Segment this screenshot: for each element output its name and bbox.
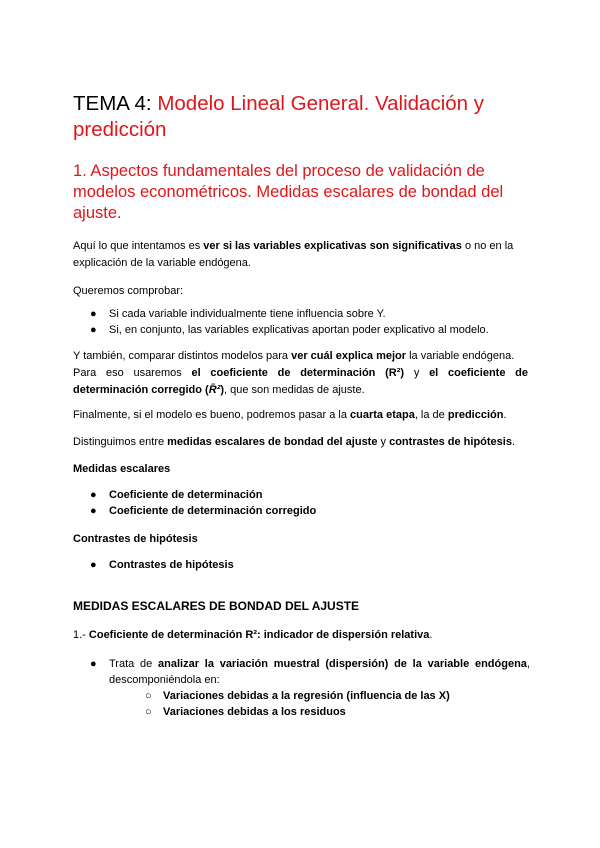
list-item-text: Si cada variable individualmente tiene influencia sobre Y. (109, 308, 386, 320)
queremos-paragraph: Queremos comprobar: (73, 285, 184, 297)
bullet-icon: ● (90, 658, 97, 670)
sub-list-item (145, 704, 530, 720)
text-run: 1.- (73, 629, 89, 641)
text-run-bold: ) (220, 384, 224, 396)
text-run: , la de (414, 409, 448, 421)
text-run-bold: determinación corregido ( (73, 384, 209, 396)
circle-bullet-icon: ○ (145, 706, 152, 718)
text-run: . (429, 629, 433, 641)
contrastes-list (90, 557, 530, 573)
coef-determinacion-paragraph (73, 627, 528, 644)
section-heading-line1: 1. Aspectos fundamentales del proceso de validación de (73, 162, 485, 180)
text-run: la variable endógena. (406, 350, 515, 362)
text-run-bold: predicción (447, 409, 504, 421)
ytambien-line3 (73, 382, 528, 399)
text-run-bold: el coeficiente de determinación (R²) (191, 367, 405, 379)
list-item-text: Contrastes de hipótesis (109, 559, 234, 571)
text-run-bold: cuarta etapa (350, 409, 415, 421)
trata-list (90, 656, 530, 720)
section-heading-line3: ajuste. (73, 204, 122, 222)
text-run: Trata de (109, 658, 159, 670)
text-run: Para eso usaremos (73, 367, 192, 379)
trata-line2: descomponiéndola en: (109, 674, 220, 686)
contrastes-heading: Contrastes de hipótesis (73, 533, 198, 545)
text-run: y (377, 436, 390, 448)
list-item-text: Si, en conjunto, las variables explicativas aportan poder explicativo al modelo. (109, 324, 489, 336)
text-run-bold: contrastes de hipótesis (389, 436, 512, 448)
bullet-icon: ● (90, 505, 97, 517)
circle-bullet-icon: ○ (145, 690, 152, 702)
text-run-bold: Variaciones debidas a los residuos (163, 706, 346, 718)
finalmente-paragraph (73, 407, 528, 424)
medidas-heading: Medidas escalares (73, 463, 171, 475)
intro-text-c: o no en la (461, 240, 514, 252)
bullet-icon: ● (90, 489, 97, 501)
sub-list-item (145, 688, 530, 704)
text-run: Finalmente, si el modelo es bueno, podremos pasar a la (73, 409, 350, 421)
medidas-list (90, 487, 530, 519)
text-run: Distinguimos entre (73, 436, 168, 448)
intro-text-d: explicación de la variable endógena. (73, 257, 251, 269)
text-run-bold: medidas escalares de bondad del ajuste (167, 436, 378, 448)
title-prefix: TEMA 4: (73, 92, 158, 115)
list-item (90, 503, 530, 519)
text-run: , que son medidas de ajuste. (223, 384, 365, 396)
intro-text-a: Aquí lo que intentamos es (73, 240, 204, 252)
section-heading (73, 161, 533, 224)
ytambien-line1 (73, 348, 528, 365)
intro-text-bold: ver si las variables explicativas son significativas (203, 240, 462, 252)
text-run-bold: ver cuál explica mejor (291, 350, 407, 362)
ytambien-line2 (73, 365, 528, 382)
text-run: Y también, comparar distintos modelos para (73, 350, 292, 362)
distinguimos-paragraph (73, 434, 528, 451)
text-run: y (413, 367, 430, 379)
text-run: , (526, 658, 530, 670)
title-main-line2: predicción (73, 118, 167, 141)
r-bar-squared: R̄² (208, 384, 221, 396)
trata-line1 (109, 656, 530, 672)
medidas-escalares-caps-heading: MEDIDAS ESCALARES DE BONDAD DEL AJUSTE (73, 599, 360, 613)
list-item (90, 656, 530, 720)
list-item-text: Coeficiente de determinación corregido (109, 505, 317, 517)
list-item (90, 322, 530, 338)
list-item (90, 306, 530, 322)
bullet-icon: ● (90, 324, 97, 336)
trata-sublist (145, 688, 530, 720)
page-title (73, 91, 543, 143)
text-run: . (511, 436, 516, 448)
text-run: . (503, 409, 507, 421)
ytambien-paragraph (73, 348, 528, 399)
intro-paragraph (73, 238, 528, 272)
bullet-icon: ● (90, 559, 97, 571)
comprobar-list (90, 306, 530, 338)
text-run-bold: el coeficiente de (429, 367, 529, 379)
bullet-icon: ● (90, 308, 97, 320)
list-item-text: Coeficiente de determinación (109, 489, 263, 501)
section-heading-line2: modelos econométricos. Medidas escalares de bondad del (73, 183, 504, 201)
text-run-bold: analizar la variación muestral (dispersión) de la variable endógena (158, 658, 527, 670)
text-run: (influencia de las X) (343, 690, 450, 702)
list-item (90, 557, 530, 573)
text-run-bold: Variaciones debidas a la regresión (163, 690, 344, 702)
list-item (90, 487, 530, 503)
text-run-bold: Coeficiente de determinación R²: indicador de dispersión relativa (88, 629, 430, 641)
title-main-line1: Modelo Lineal General. Validación y (157, 92, 484, 115)
